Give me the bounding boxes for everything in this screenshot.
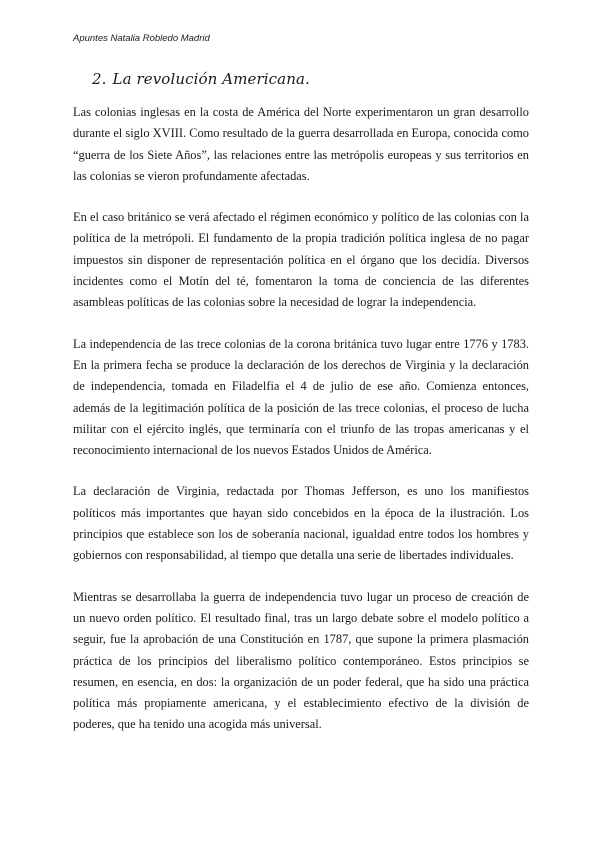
running-header: Apuntes Natalia Robledo Madrid [73, 33, 210, 44]
paragraph-4: La declaración de Virginia, redactada por Thomas Jefferson, es uno los manifiestos políticos más importantes que hayan sido concebidos en la época de la ilustración. Los principios que establece son los de soberanía nacional, igualdad entre todos los hombres y gobiernos con responsabilidad, al tiempo que detalla una serie de libertades individuales. [73, 484, 529, 563]
section-title: La revolución Americana. [112, 70, 310, 88]
paragraph-2: En el caso británico se verá afectado el régimen económico y político de las colonias con la política de la metrópoli. El fundamento de la propia tradición política inglesa de no pagar impuestos sin disponer de representación política en el órgano que los decidía. Diversos incidentes como el Motín del té, fomentaron la toma de conciencia de las diferentes asambleas políticas de las colonias sobre la necesidad de lograr la independencia. [73, 210, 529, 310]
section-heading [92, 70, 310, 88]
section-number: 2. [92, 70, 107, 88]
body-text [73, 102, 529, 756]
paragraph-1: Las colonias inglesas en la costa de América del Norte experimentaron un gran desarrollo durante el siglo XVIII. Como resultado de la guerra desarrollada en Europa, conocida como “guerra de los Siete Años”, las relaciones entre las metrópolis europeas y sus territorios en las colonias se vieron profundamente afectadas. [73, 105, 529, 183]
paragraph-5: Mientras se desarrollaba la guerra de independencia tuvo lugar un proceso de creación de un nuevo orden político. El resultado final, tras un largo debate sobre el modelo político a seguir, fue la aprobación de una Constitución en 1787, que supone la primera plasmación práctica de los principios del liberalismo político contemporáneo. Estos principios se resumen, en esencia, en dos: la organización de un poder federal, que ha sido una práctica política más propiamente americana, y el establecimiento efectivo de la división de poderes, que ha tenido una acogida más universal. [73, 589, 529, 732]
paragraph-3: La independencia de las trece colonias de la corona británica tuvo lugar entre 1776 y 1783. En la primera fecha se produce la declaración de los derechos de Virginia y la declaración de independencia, tomada en Filadelfia el 4 de julio de ese año. Comienza entonces, además de la legitimación política de la posición de las trece colonias, el proceso de lucha militar con el ejército inglés, que terminaría con el triunfo de las tropas americanas y el reconocimiento internacional de los nuevos Estados Unidos de América. [73, 336, 529, 458]
